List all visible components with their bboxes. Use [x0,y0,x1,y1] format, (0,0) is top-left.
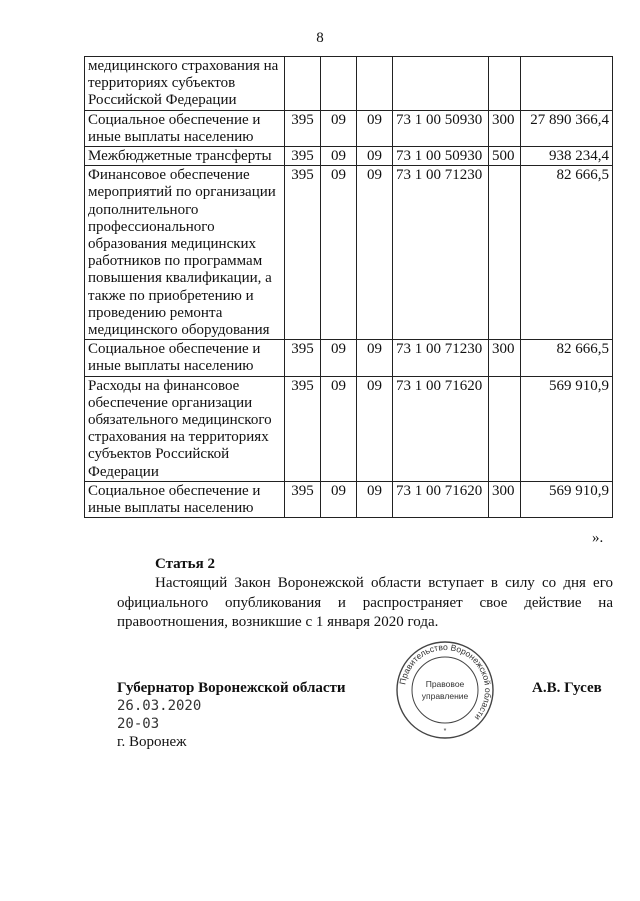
row-section: 09 [321,166,357,340]
row-amount: 82 666,5 [521,166,613,340]
row-subsection: 09 [357,376,393,481]
row-subsection: 09 [357,166,393,340]
table-row [85,166,613,340]
row-subsection: 09 [357,110,393,146]
table-row [85,376,613,481]
seal-inner-line2: управление [421,691,469,701]
row-name: Социальное обеспечение и иные выплаты населению [85,481,285,517]
row-subsection [357,57,393,111]
budget-table [84,56,613,518]
table-row [85,110,613,146]
signature-city: г. Воронеж [117,734,187,750]
page-number: 8 [316,30,324,46]
row-code: 395 [285,147,321,166]
row-type: 500 [489,147,521,166]
row-target: 73 1 00 71230 [393,166,489,340]
closing-quote: ». [592,530,604,546]
article-title: Статья 2 [155,556,215,572]
row-name: Социальное обеспечение и иные выплаты населению [85,110,285,146]
official-seal-stamp [395,640,495,740]
row-name: медицинского страхования на территориях субъектов Российской Федерации [85,57,285,111]
row-section [321,57,357,111]
row-amount: 569 910,9 [521,376,613,481]
signer-name: А.В. Гусев [532,680,602,696]
row-name: Расходы на финансовое обеспечение организации обязательного медицинского страхования на территориях субъектов Российской Федерации [85,376,285,481]
row-type: 300 [489,481,521,517]
row-target [393,57,489,111]
table-row [85,147,613,166]
table-row [85,57,613,111]
row-subsection: 09 [357,481,393,517]
row-type [489,166,521,340]
row-target: 73 1 00 71620 [393,376,489,481]
row-amount: 27 890 366,4 [521,110,613,146]
row-type: 300 [489,110,521,146]
row-type [489,376,521,481]
row-code [285,57,321,111]
row-section: 09 [321,481,357,517]
row-target: 73 1 00 50930 [393,147,489,166]
row-type [489,57,521,111]
table-row [85,340,613,376]
row-target: 73 1 00 50930 [393,110,489,146]
row-section: 09 [321,340,357,376]
row-amount: 938 234,4 [521,147,613,166]
article-text [117,574,613,633]
seal-inner-line1: Правовое [425,679,465,689]
row-section: 09 [321,110,357,146]
row-amount: 82 666,5 [521,340,613,376]
row-code: 395 [285,481,321,517]
row-code: 395 [285,110,321,146]
row-section: 09 [321,147,357,166]
signature-date: 26.03.2020 [117,698,202,714]
row-amount: 569 910,9 [521,481,613,517]
row-code: 395 [285,166,321,340]
row-name: Межбюджетные трансферты [85,147,285,166]
row-type: 300 [489,340,521,376]
signer-title: Губернатор Воронежской области [117,680,346,696]
row-target: 73 1 00 71230 [393,340,489,376]
row-subsection: 09 [357,147,393,166]
row-target: 73 1 00 71620 [393,481,489,517]
seal-outer-text: Правительство Воронежской области [397,641,494,723]
row-name: Финансовое обеспечение мероприятий по организации дополнительного профессионального образования медицинских работников по программам повышения квалификации, а также по приобретению и проведению ремонта медицинского оборудования [85,166,285,340]
row-code: 395 [285,376,321,481]
row-section: 09 [321,376,357,481]
seal-inner-ring [412,657,478,723]
registration-number: 20-03 [117,716,160,732]
row-name: Социальное обеспечение и иные выплаты населению [85,340,285,376]
row-amount [521,57,613,111]
row-subsection: 09 [357,340,393,376]
table-row [85,481,613,517]
row-code: 395 [285,340,321,376]
seal-star-icon: * [443,728,447,735]
article-body: Настоящий Закон Воронежской области вступает в силу со дня его официального опубликования и распространяет свое действие на правоотношения, возникшие с 1 января 2020 года. [117,575,613,630]
